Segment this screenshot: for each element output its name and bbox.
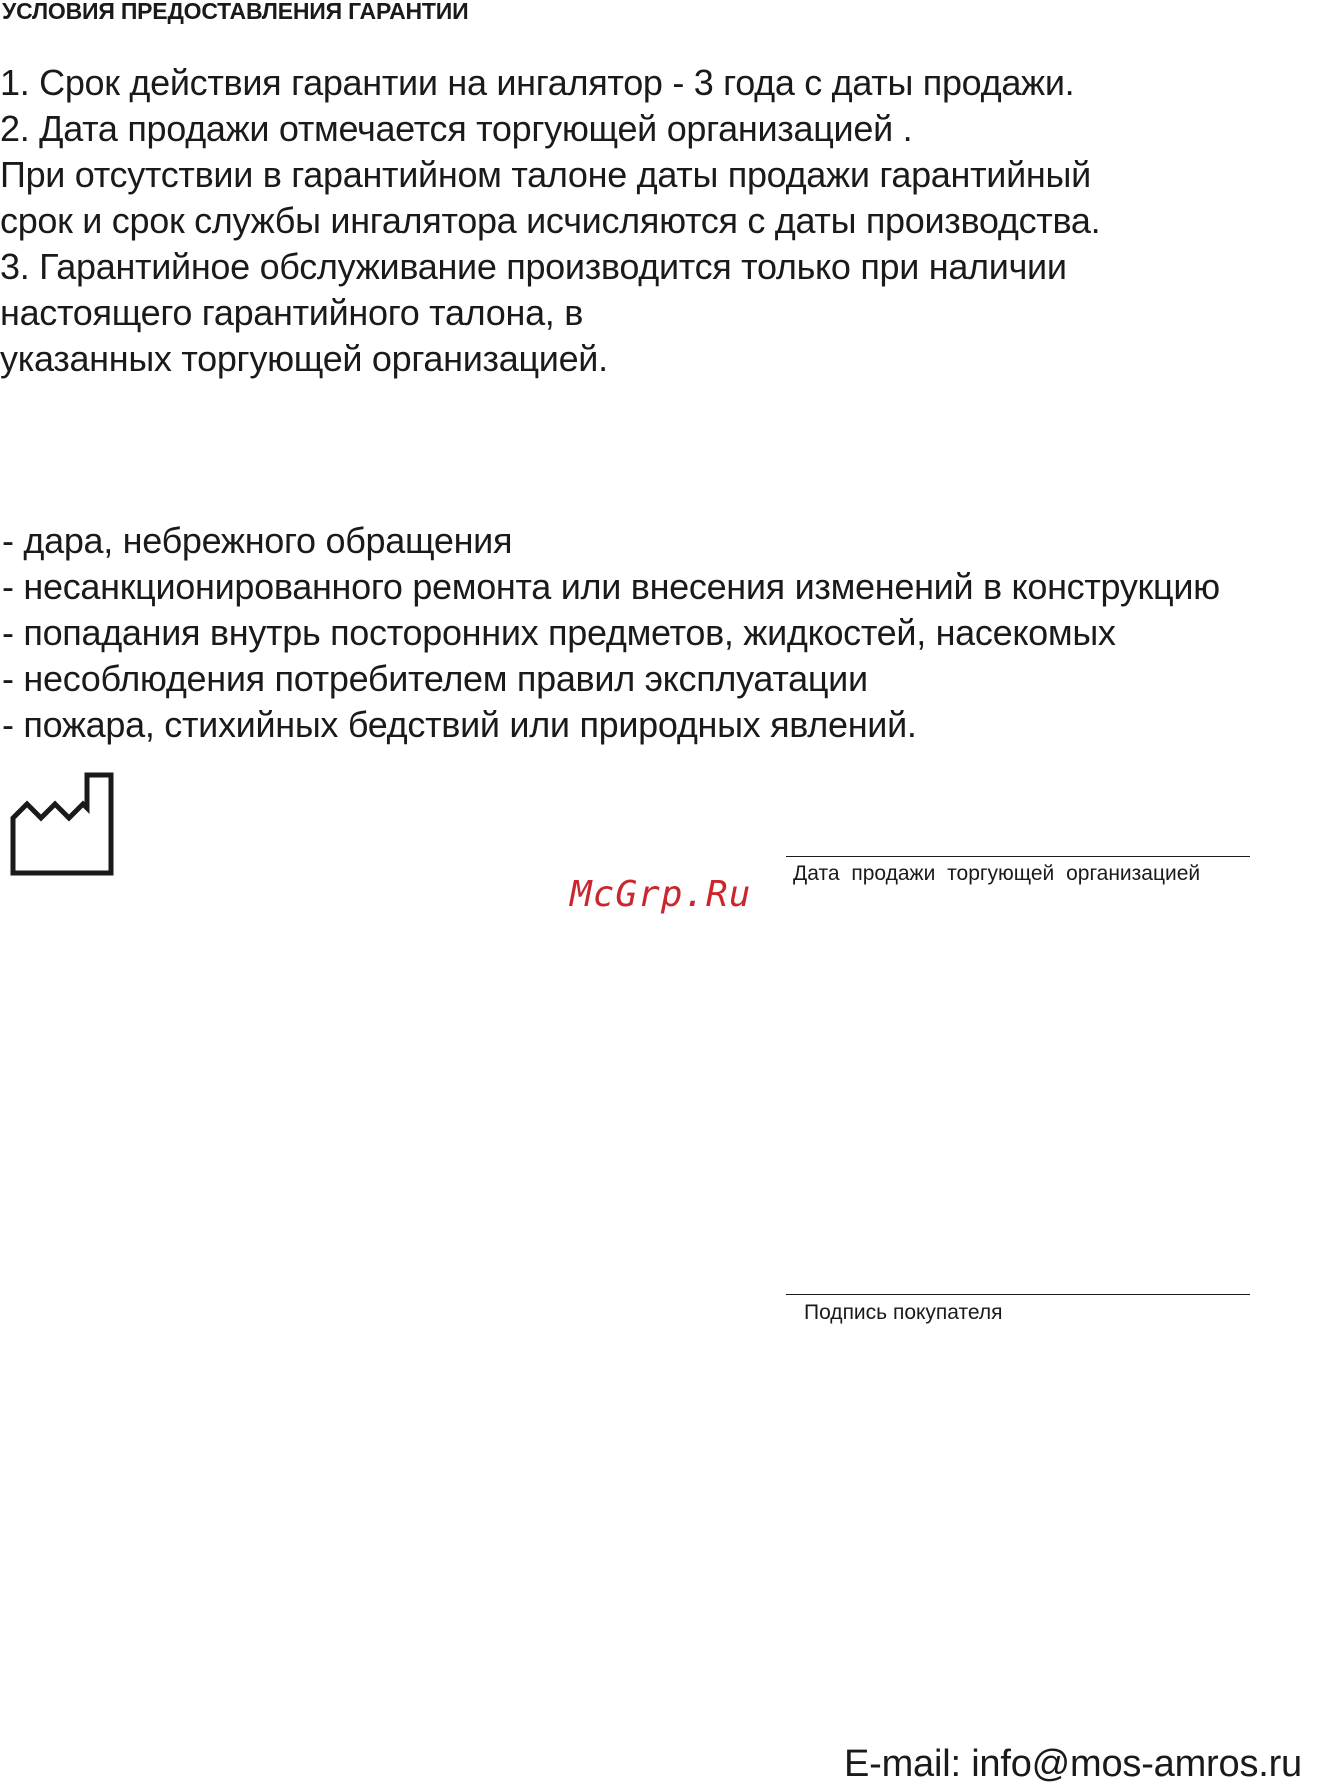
- exclusion-item: - несанкционированного ремонта или внесения изменений в конструкцию: [2, 566, 1220, 607]
- exclusion-item: - попадания внутрь посторонних предметов, жидкостей, насекомых: [2, 612, 1116, 653]
- condition-line: указанных торгующей организацией.: [0, 338, 608, 379]
- exclusion-item: - несоблюдения потребителем правил эксплуатации: [2, 658, 868, 699]
- condition-line: 2. Дата продажи отмечается торгующей организацией .: [0, 108, 913, 149]
- page-title: УСЛОВИЯ ПРЕДОСТАВЛЕНИЯ ГАРАНТИИ: [2, 0, 469, 24]
- condition-line: 1. Срок действия гарантии на ингалятор - 3 года с даты продажи.: [0, 62, 1075, 103]
- condition-line: настоящего гарантийного талона, в: [0, 292, 584, 333]
- factory-icon: [10, 772, 114, 876]
- warranty-exclusions-list: [2, 518, 1220, 748]
- condition-line: 3. Гарантийное обслуживание производится только при наличии: [0, 246, 1067, 287]
- buyer-signature-line: [786, 1294, 1250, 1295]
- warranty-conditions-list: [0, 60, 1100, 382]
- condition-line: При отсутствии в гарантийном талоне даты продажи гарантийный: [0, 154, 1091, 195]
- sale-date-caption: Дата продажи торгующей организацией: [793, 862, 1201, 885]
- condition-line: срок и срок службы ингалятора исчисляются с даты производства.: [0, 200, 1101, 241]
- sale-date-line: [786, 856, 1250, 857]
- exclusion-item: - дара, небрежного обращения: [2, 520, 513, 561]
- buyer-signature-caption: Подпись покупателя: [804, 1301, 1003, 1324]
- exclusion-item: - пожара, стихийных бедствий или природных явлений.: [2, 704, 917, 745]
- contact-email: E-mail: info@mos-amros.ru: [844, 1743, 1302, 1785]
- watermark-logo: McGrp.Ru: [570, 874, 752, 915]
